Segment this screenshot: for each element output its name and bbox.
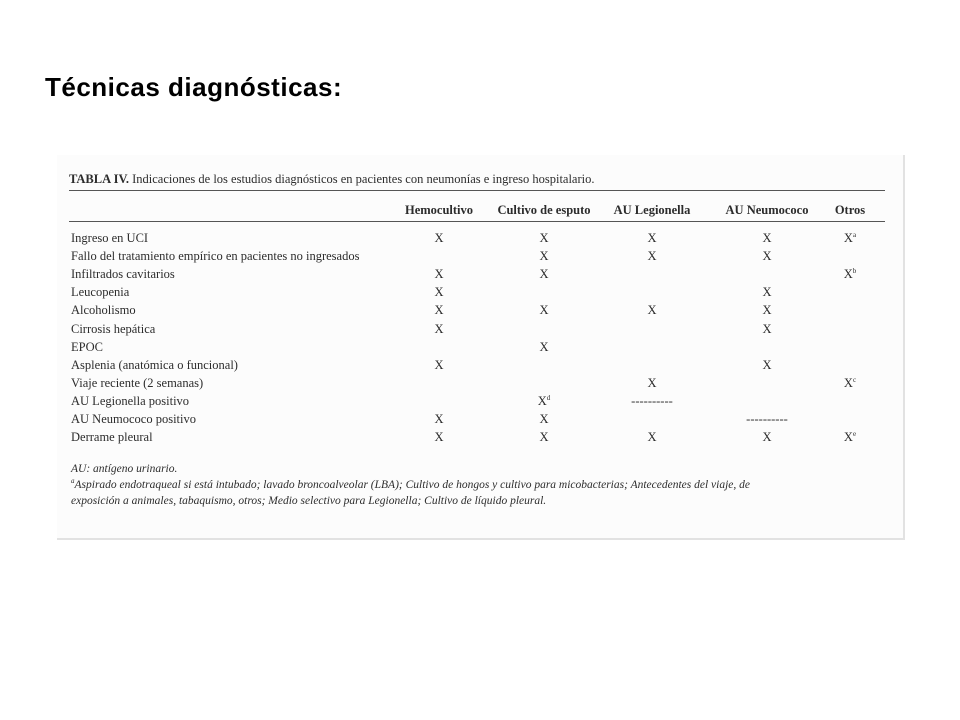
table-cell: X: [647, 375, 657, 390]
table-caption-number: TABLA IV.: [69, 172, 129, 186]
row-label: EPOC: [71, 339, 103, 354]
table-row: [57, 285, 897, 303]
table-cell: X: [762, 303, 772, 318]
table-cell: X: [762, 285, 772, 300]
footnote-marker: d: [546, 393, 551, 402]
table-row: [57, 412, 897, 430]
table-row: [57, 340, 897, 358]
table-row: [57, 303, 897, 321]
column-header-hemocultivo: Hemocultivo: [404, 203, 474, 217]
row-label: Alcoholismo: [71, 303, 136, 318]
table-cell: X: [647, 430, 657, 445]
column-header-au-legionella: AU Legionella: [613, 203, 691, 217]
table-row: [57, 358, 897, 376]
table-row: [57, 430, 897, 448]
column-header-otros: Otros: [834, 203, 866, 217]
table-cell: X: [647, 303, 657, 318]
table-cell: X: [762, 430, 772, 445]
row-label: AU Legionella positivo: [71, 393, 190, 408]
table-cell: X: [539, 412, 549, 426]
table-row: [57, 394, 897, 412]
footnote-line-2: exposición a animales, tabaquismo, otros; Medio selectivo para Legionella; Cultivo de líquido pleural.: [71, 495, 547, 507]
note-abbreviation: AU: antígeno urinario.: [71, 463, 178, 475]
table-cell: X: [434, 357, 444, 372]
table-cell: X: [762, 357, 772, 372]
footnote-marker: b: [852, 267, 857, 276]
row-label: Viaje reciente (2 semanas): [71, 375, 204, 390]
table-cell: $X^a$: [843, 230, 857, 245]
table-cell: X: [434, 303, 444, 318]
footnote-marker: e: [852, 429, 857, 438]
row-label: Infiltrados cavitarios: [71, 267, 175, 282]
footnote-marker: c: [852, 375, 857, 384]
row-label: Cirrosis hepática: [71, 321, 156, 336]
table-cell: $X^b$: [843, 267, 857, 282]
table-cell: X: [647, 231, 657, 245]
footnote-marker: a: [852, 230, 857, 239]
table-caption-text: Indicaciones de los estudios diagnósticos en pacientes con neumonías e ingreso hospitalario.: [128, 172, 595, 186]
table-cell: X: [539, 249, 549, 264]
table-cell: Xe: [843, 429, 857, 445]
table-cell: $X^c$: [843, 375, 857, 390]
row-label: Leucopenia: [71, 285, 130, 300]
table-cell: X: [539, 267, 549, 282]
table-cell: X: [434, 231, 444, 245]
table-row: [57, 231, 897, 249]
row-label: Asplenia (anatómica o funcional): [71, 357, 238, 372]
table-caption: [69, 172, 595, 187]
table-figure: [57, 155, 905, 540]
table-cell: X: [434, 430, 444, 445]
table-cell: X: [762, 231, 772, 245]
footnote-line-1: $^a$Aspirado endotraqueal si está intubado; lavado broncoalveolar (LBA); Cultivo de hongos y cultivo para micobacterias; Antecedentes del viaje, de: [71, 477, 750, 491]
column-header-au-neumococo: AU Neumococo: [725, 203, 809, 217]
table-row: [57, 322, 897, 340]
table-cell: ----------: [746, 412, 788, 426]
column-header-cultivo-esputo: Cultivo de esputo: [497, 203, 591, 217]
row-label: Derrame pleural: [71, 430, 153, 445]
table-cell: $X^d$: [537, 393, 551, 408]
table-cell: X: [434, 412, 444, 426]
table-row: [57, 376, 897, 394]
table-cell: X: [539, 339, 549, 354]
table-cell: X: [434, 321, 444, 336]
table-cell: X: [762, 249, 772, 264]
table-cell: X: [434, 267, 444, 282]
table-cell: X: [539, 303, 549, 318]
table-cell: X: [762, 321, 772, 336]
table-cell: X: [539, 430, 549, 445]
table-row: [57, 267, 897, 285]
slide-title: Técnicas diagnósticas:: [45, 72, 343, 102]
row-label: Fallo del tratamiento empírico en pacientes no ingresados: [71, 249, 360, 264]
row-label: AU Neumococo positivo: [71, 412, 196, 426]
table-cell: X: [434, 285, 444, 300]
table-row: [57, 249, 897, 267]
table-cell: X: [539, 231, 549, 245]
row-label: Ingreso en UCI: [71, 231, 149, 245]
table-notes: [71, 461, 881, 509]
table-cell: X: [647, 249, 657, 264]
table-top-rule: [69, 190, 885, 191]
table-cell: ----------: [631, 393, 673, 408]
table-header-rule: [69, 221, 885, 222]
